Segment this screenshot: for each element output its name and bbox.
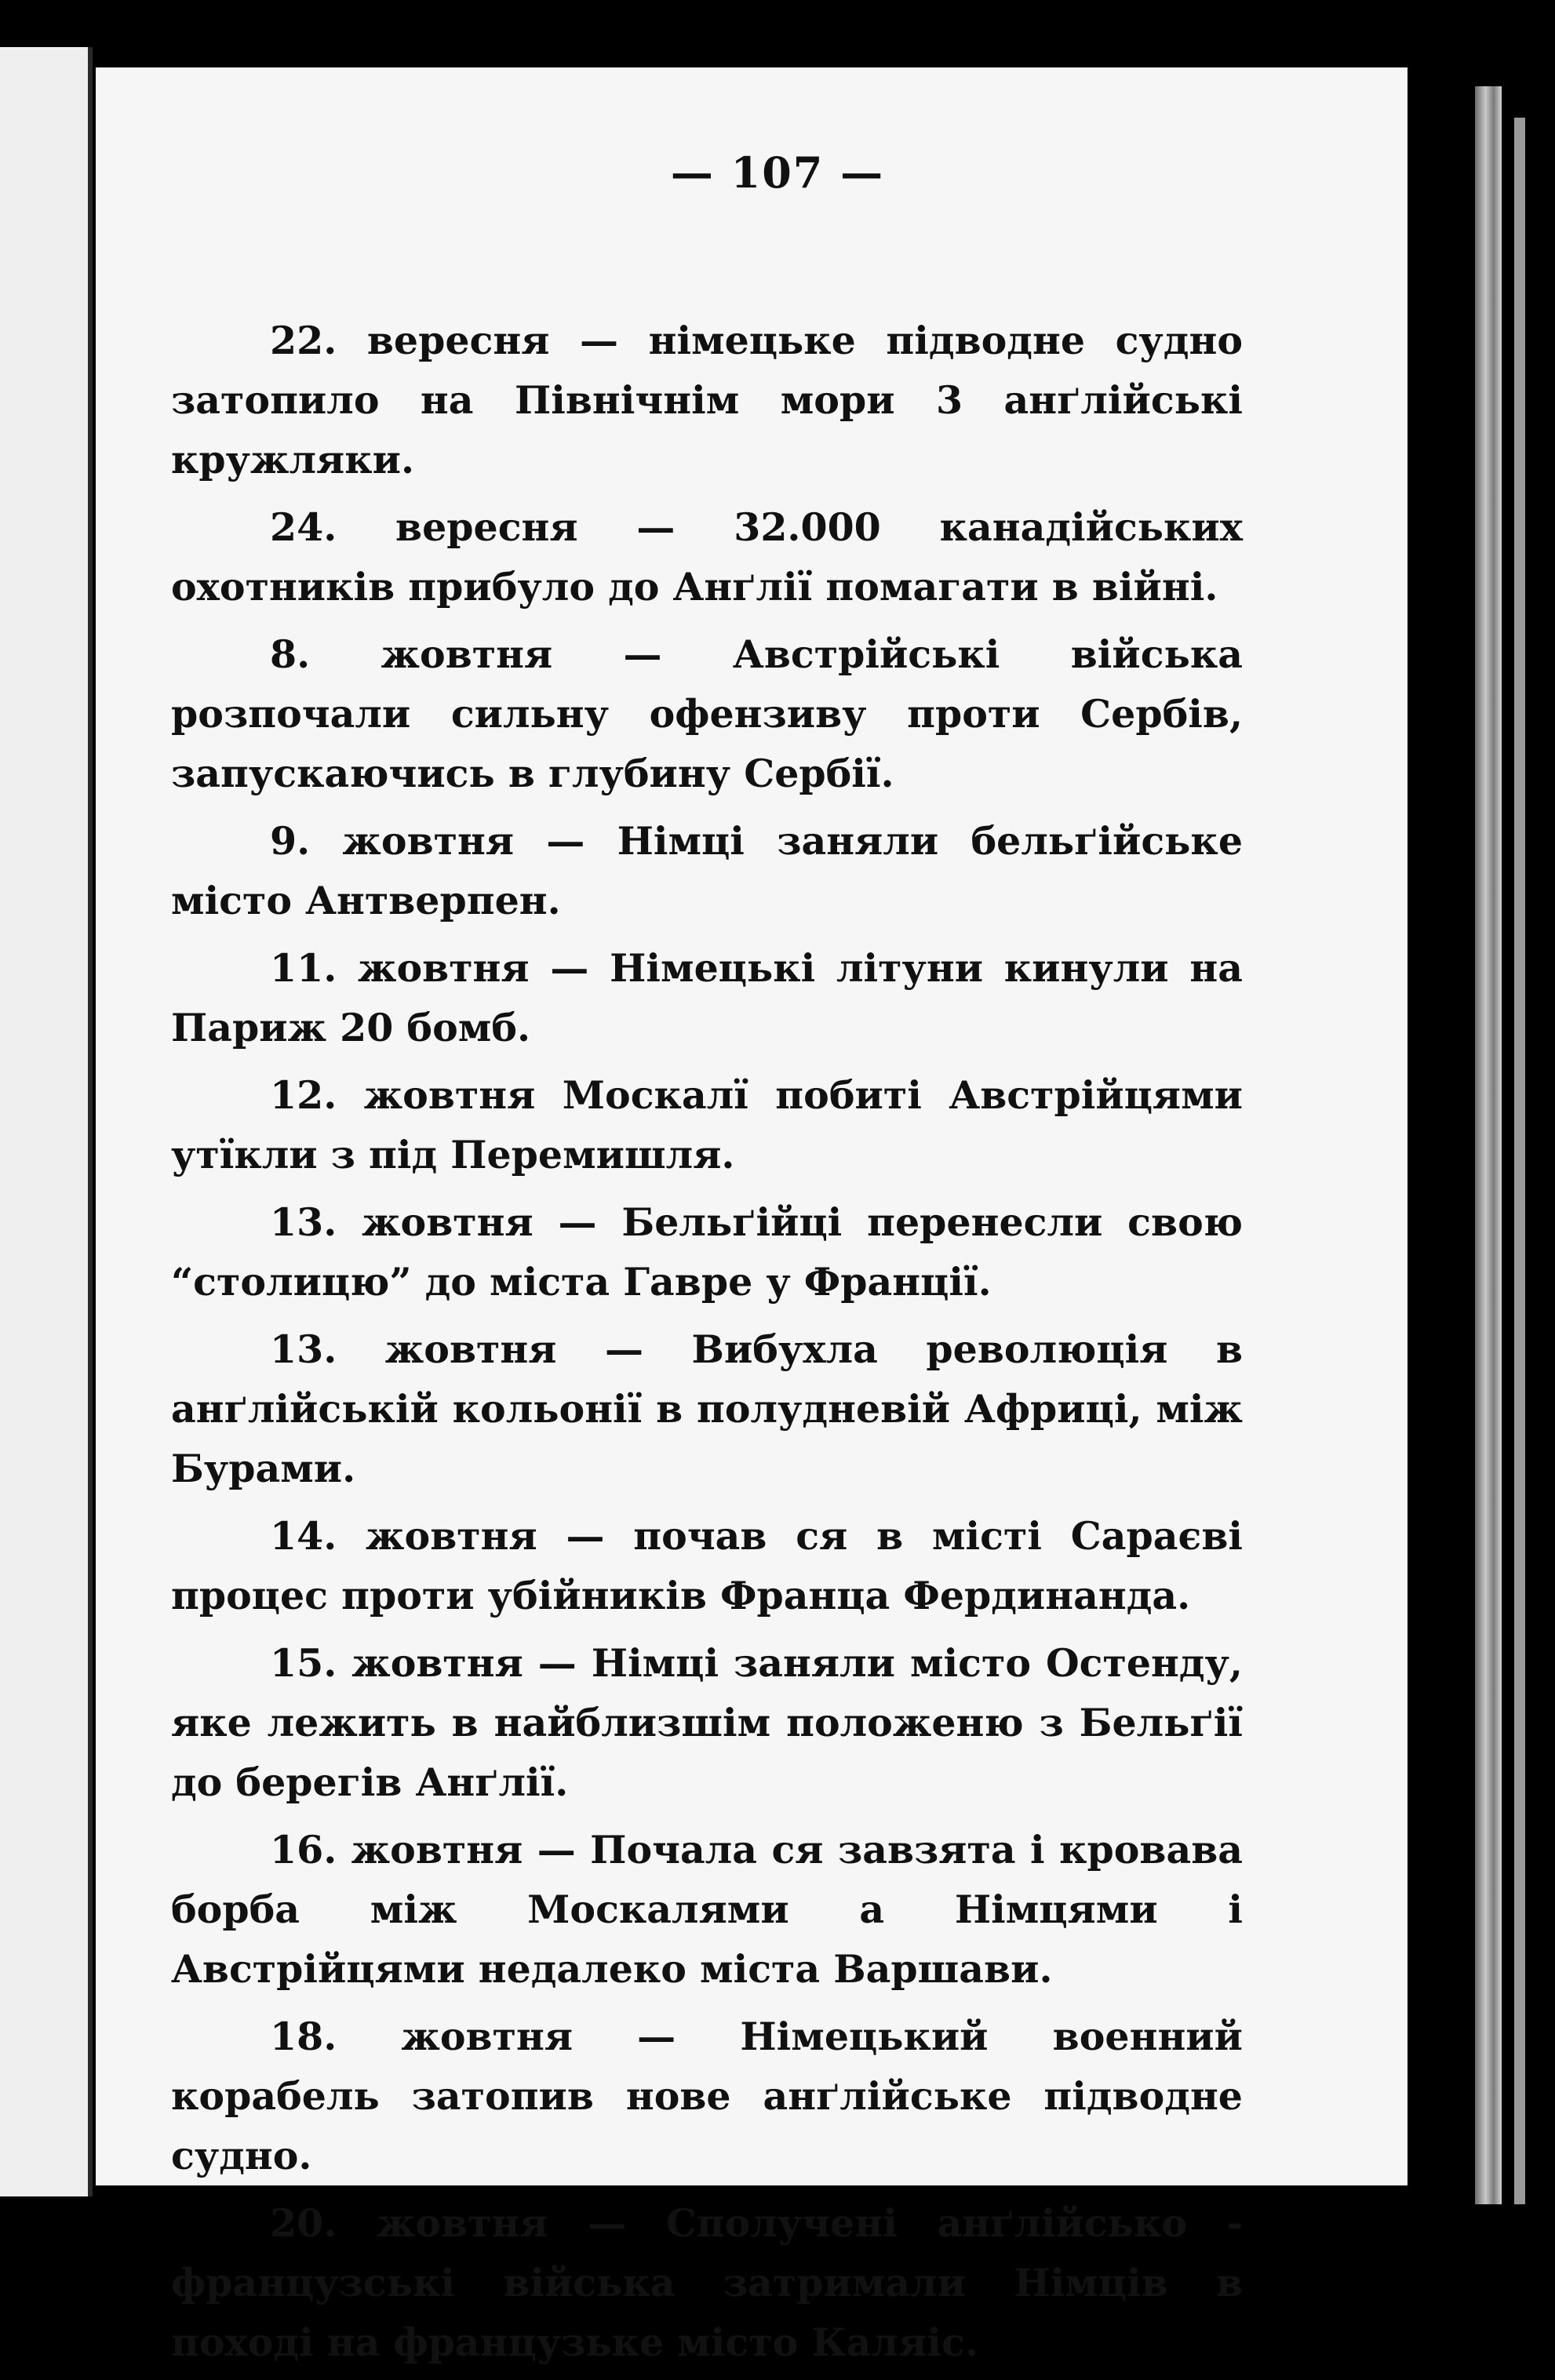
chronicle-entry: 22. вересня — німецьке підводне судно затопило на Північнім мори 3 анґлійські кружляки. [171,318,1243,482]
chronicle-entry: 8. жовтня — Австрійські війська розпочали сильну офензиву проти Сербів, запускаючись в глубину Сербії. [171,631,1243,796]
facing-page-edge [0,47,93,2196]
page-number: — 107 — [670,147,885,198]
chronicle-entry: 12. жовтня Москалї побиті Австрійцями утїкли з під Перемишля. [171,1072,1243,1177]
page-stack-edge [1475,86,1502,2204]
chronicle-entry: 13. жовтня — Бельґійці перенесли свою “столицю” до міста Гавре у Франції. [171,1199,1243,1305]
chronicle-entries [171,311,1243,2380]
chronicle-entry: 24. вересня — 32.000 канадійських охотників прибуло до Анґлії помагати в війні. [171,504,1243,610]
chronicle-entry: 14. жовтня — почав ся в місті Сараєві процес проти убійників Франца Фердинанда. [171,1513,1243,1618]
chronicle-entry: 13. жовтня — Вибухла революція в анґлійській кольонії в полудневій Африці, між Бурами. [171,1326,1243,1491]
chronicle-entry: 9. жовтня — Німці заняли бельґійське місто Антверпен. [171,818,1243,923]
chronicle-entry: 20. жовтня — Сполучені анґлійсько - французські війська затримали Німців в поході на французьке місто Каляіс. [171,2200,1243,2365]
chronicle-entry: 18. жовтня — Німецький военний корабель затопив нове анґлійське підводне судно. [171,2014,1243,2178]
chronicle-entry: 11. жовтня — Німецькі літуни кинули на Париж 20 бомб. [171,945,1243,1050]
page-stack-edge-outer [1514,118,1525,2204]
chronicle-entry: 16. жовтня — Почала ся завзята і кровава борба між Москалями а Німцями і Австрійцями недалеко міста Варшави. [171,1827,1243,1992]
chronicle-entry: 15. жовтня — Німці заняли місто Остенду, яке лежить в найблизшім положеню з Бельґії до берегів Анґлії. [171,1640,1243,1805]
